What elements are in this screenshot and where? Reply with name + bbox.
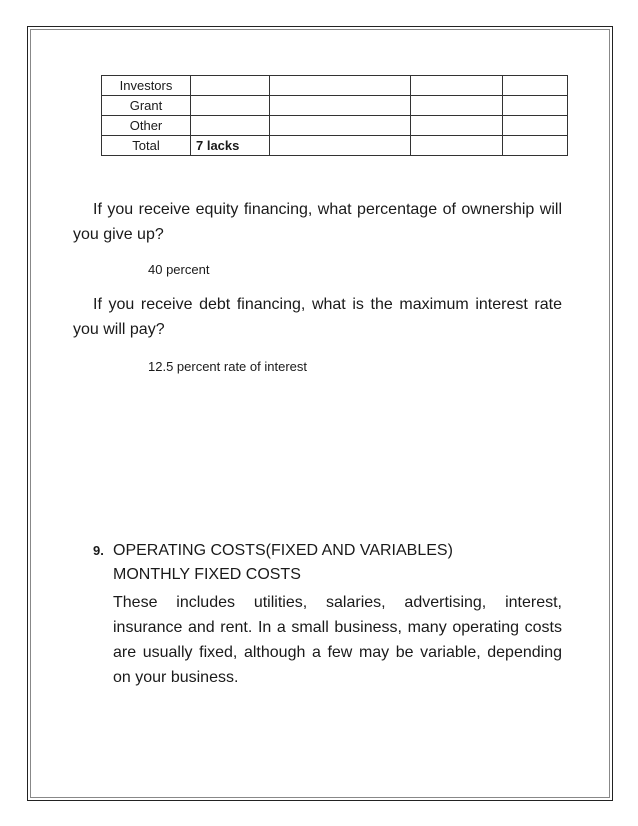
row-value (191, 96, 270, 116)
empty-cell (411, 136, 503, 156)
row-label: Total (102, 136, 191, 156)
debt-question: If you receive debt financing, what is the maximum interest rate you will pay? (73, 296, 562, 338)
empty-cell (411, 76, 503, 96)
empty-cell (270, 116, 411, 136)
row-value (191, 116, 270, 136)
empty-cell (503, 116, 568, 136)
empty-cell (270, 76, 411, 96)
empty-cell (503, 76, 568, 96)
section-subtitle: MONTHLY FIXED COSTS (113, 566, 301, 583)
equity-question: If you receive equity financing, what percentage of ownership will you give up? (73, 201, 562, 243)
row-value (191, 76, 270, 96)
empty-cell (503, 136, 568, 156)
empty-cell (411, 116, 503, 136)
row-label: Investors (102, 76, 191, 96)
table-row (102, 96, 568, 116)
table-row (102, 136, 568, 156)
row-label: Grant (102, 96, 191, 116)
section-body: These includes utilities, salaries, advertising, interest, insurance and rent. In a small business, many operating costs are usually fixed, although a few may be variable, depending on your business. (113, 594, 562, 686)
empty-cell (270, 136, 411, 156)
table-row (102, 116, 568, 136)
empty-cell (270, 96, 411, 116)
section-title: OPERATING COSTS(FIXED AND VARIABLES) (113, 542, 453, 559)
row-label: Other (102, 116, 191, 136)
debt-answer: 12.5 percent rate of interest (148, 359, 307, 374)
empty-cell (411, 96, 503, 116)
section-heading (113, 539, 453, 587)
row-value: 7 lacks (191, 136, 270, 156)
section-number: 9. (93, 543, 104, 558)
empty-cell (503, 96, 568, 116)
table-row (102, 76, 568, 96)
funding-table (101, 75, 568, 156)
equity-answer: 40 percent (148, 262, 210, 277)
